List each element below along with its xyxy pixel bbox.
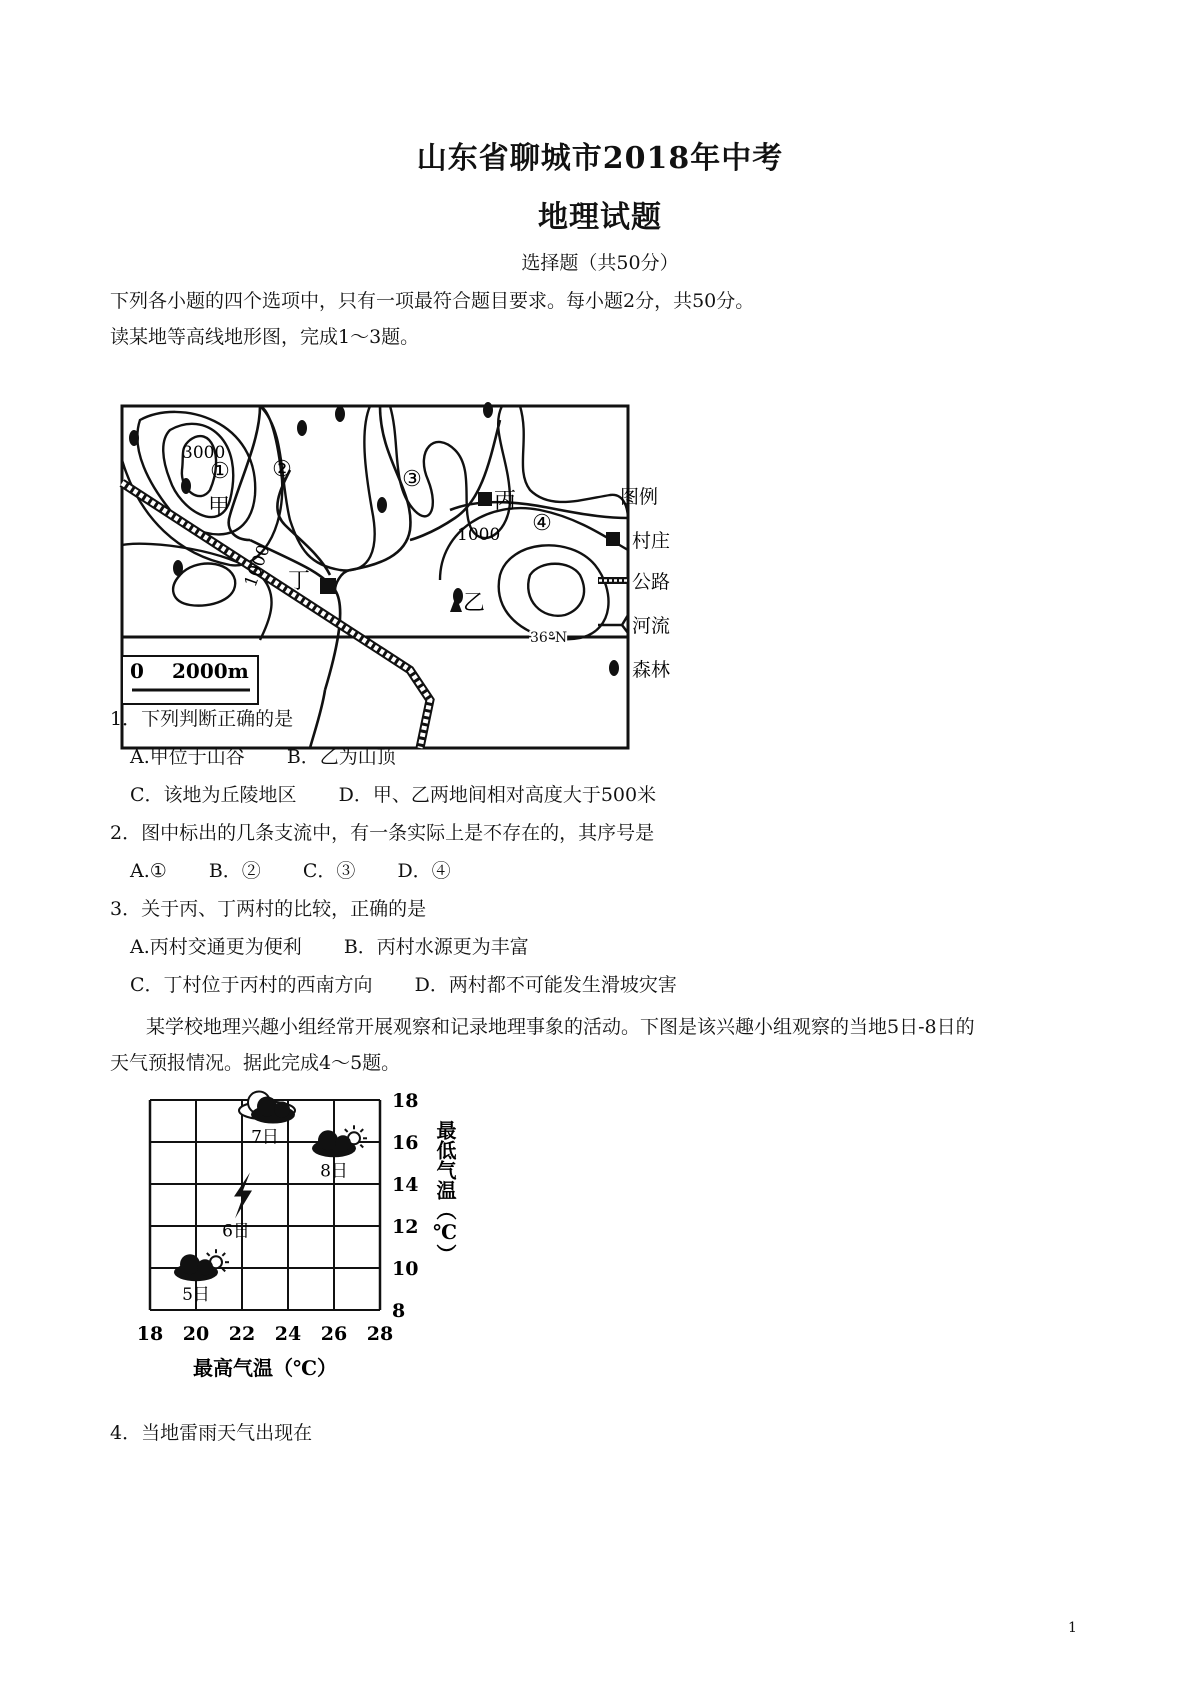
point-label: 5日	[182, 1285, 210, 1306]
x-tick-labels	[137, 1323, 393, 1345]
q1-option-d[interactable]: D．甲、乙两地间相对高度大于500米	[338, 784, 657, 806]
x-axis-label: 最高气温（℃）	[193, 1356, 337, 1380]
page-number: 1	[1068, 1620, 1077, 1636]
section-heading: 选择题（共50分）	[521, 252, 679, 274]
q3-option-d[interactable]: D．两村都不可能发生滑坡灾害	[414, 974, 677, 996]
q2-option-b[interactable]: B．②	[208, 860, 261, 882]
x-tick-label: 24	[274, 1323, 302, 1345]
question-1-options-row1	[130, 744, 1110, 770]
thunder-icon	[222, 1173, 252, 1242]
question-2-stem: 2．图中标出的几条支流中，有一条实际上是不存在的，其序号是	[110, 822, 655, 844]
place-yi: 乙	[463, 591, 486, 616]
point-label: 8日	[320, 1161, 348, 1182]
q1-option-a[interactable]: A.甲位于山谷	[130, 746, 245, 768]
y-tick-labels	[392, 1090, 418, 1322]
scale-distance: 2000m	[172, 659, 249, 683]
x-tick-label: 26	[320, 1323, 348, 1345]
place-bing: 丙	[494, 489, 517, 514]
q1-option-b[interactable]: B．乙为山顶	[286, 746, 396, 768]
tributary-3: ③	[402, 467, 422, 492]
x-tick-label: 28	[366, 1323, 394, 1345]
contour-label-1000-a: 1000	[240, 542, 275, 590]
topographic-map	[110, 400, 760, 750]
legend-title: 图例	[620, 486, 659, 508]
q1-option-c[interactable]: C．该地为丘陵地区	[130, 784, 297, 806]
road-icon	[598, 577, 628, 584]
weather-chart	[136, 1090, 520, 1400]
q2-option-d[interactable]: D．④	[397, 860, 451, 882]
question-3-stem: 3．关于丙、丁两村的比较，正确的是	[110, 898, 427, 920]
question-1-options-row2	[130, 782, 1110, 808]
x-tick-label: 22	[228, 1323, 256, 1345]
contour-label-1000-b: 1000	[457, 525, 501, 545]
latitude-label: 36°N	[530, 630, 568, 646]
tributary-1: ①	[210, 459, 230, 484]
instruction-text: 下列各小题的四个选项中，只有一项最符合题目要求。每小题2分，共50分。	[110, 290, 755, 312]
tree-icon	[609, 660, 619, 676]
question-2-options	[130, 858, 1110, 884]
chart-points	[174, 1092, 367, 1306]
map-prompt: 读某地等高线地形图，完成1～3题。	[110, 326, 420, 348]
place-ding: 丁	[288, 569, 311, 594]
q3-option-a[interactable]: A.丙村交通更为便利	[130, 936, 302, 958]
weather-prompt-line2: 天气预报情况。据此完成4～5题。	[110, 1052, 401, 1074]
legend-village: 村庄	[632, 530, 671, 552]
question-3-options-row2	[130, 972, 1110, 998]
square-village-icon	[606, 532, 620, 546]
questions-block-a	[110, 706, 1110, 1010]
place-jia: 甲	[208, 495, 231, 520]
y-axis-label: 最低气温（℃）	[433, 1120, 457, 1264]
y-tick-label: 8	[392, 1300, 406, 1322]
y-tick-label: 10	[392, 1258, 419, 1280]
y-tick-label: 12	[392, 1216, 419, 1238]
x-tick-label: 20	[182, 1323, 210, 1345]
contour-label-3000: 3000	[182, 443, 226, 463]
question-3-options-row1	[130, 934, 1110, 960]
x-tick-label: 18	[136, 1323, 164, 1345]
question-1-stem: 1．下列判断正确的是	[110, 708, 294, 730]
partly-cloudy-icon	[312, 1125, 367, 1181]
y-tick-label: 14	[392, 1174, 419, 1196]
legend-road: 公路	[632, 571, 671, 593]
legend-river: 河流	[632, 615, 671, 637]
page-subtitle: 地理试题	[538, 200, 662, 235]
question-4-stem: 4．当地雷雨天气出现在	[110, 1422, 313, 1444]
scale-zero: 0	[130, 659, 144, 683]
page-title: 山东省聊城市2018年中考	[416, 141, 784, 176]
q2-option-a[interactable]: A.①	[130, 860, 167, 882]
q2-option-c[interactable]: C．③	[302, 860, 356, 882]
point-label: 7日	[251, 1127, 279, 1148]
q3-option-b[interactable]: B．丙村水源更为丰富	[343, 936, 529, 958]
y-tick-label: 18	[392, 1090, 419, 1112]
point-label: 6日	[222, 1221, 250, 1242]
weather-prompt-line1: 某学校地理兴趣小组经常开展观察和记录地理事象的活动。下图是该兴趣小组观察的当地5日-8日的	[146, 1016, 975, 1038]
q3-option-c[interactable]: C．丁村位于丙村的西南方向	[130, 974, 373, 996]
tributary-2: ②	[272, 457, 292, 482]
partly-cloudy-icon	[174, 1249, 229, 1305]
legend-forest: 森林	[632, 659, 671, 681]
tributary-4: ④	[532, 511, 552, 536]
river-icon	[598, 615, 628, 633]
y-tick-label: 16	[392, 1132, 419, 1154]
